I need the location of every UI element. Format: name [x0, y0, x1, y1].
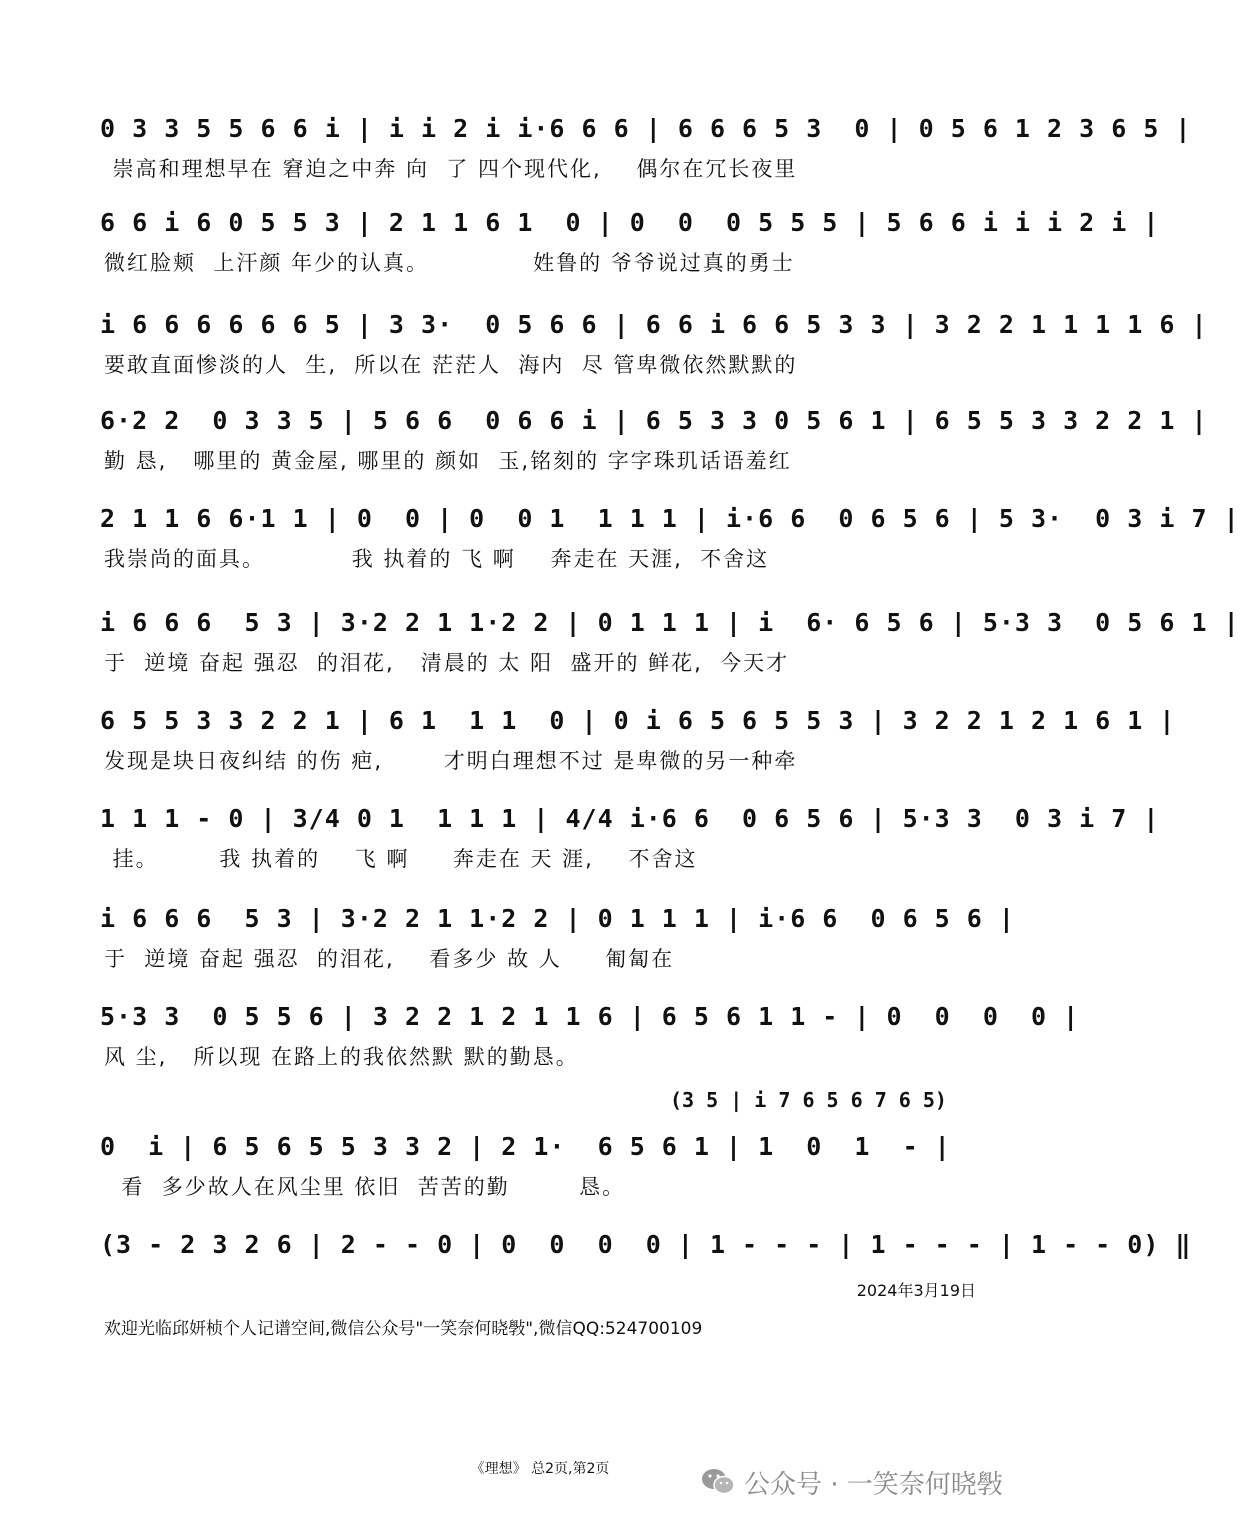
watermark [700, 1460, 1003, 1504]
score-line [100, 1222, 1192, 1302]
interlude-notation: (3 5 | i 7 6 5 6 7 6 5) [670, 1088, 947, 1112]
score-line [100, 398, 1208, 478]
score-line [100, 496, 1240, 576]
credit-text: 欢迎光临邱妍桢个人记谱空间,微信公众号"一笑奈何晓斅",微信QQ:524700109 [104, 1319, 703, 1339]
notation-line: 6 5 5 3 3 2 2 1 | 6 1 1 1 0 | 0 i 6 5 6 5 5 3 | 3 2 2 1 2 1 6 1 | [100, 705, 1176, 735]
notation-line: 5·3 3 0 5 5 6 | 3 2 2 1 2 1 1 6 | 6 5 6 1 1 - | 0 0 0 0 | [100, 1001, 1080, 1031]
score-line [100, 600, 1240, 680]
lyric-line [100, 1266, 980, 1302]
lyric-line: 微红脸颊 上汗颜 年少的认真。 姓鲁的 爷爷说过真的勇士 [104, 251, 795, 275]
score-line [100, 302, 1208, 382]
wechat-icon [700, 1467, 736, 1497]
notation-line: 2 1 1 6 6·1 1 | 0 0 | 0 0 1 1 1 1 | i·6 6 0 6 5 6 | 5 3· 0 3 i 7 | [100, 503, 1240, 533]
score-line [100, 200, 1160, 280]
score-line [100, 994, 1080, 1074]
notation-line: i 6 6 6 6 6 6 5 | 3 3· 0 5 6 6 | 6 6 i 6 6 5 3 3 | 3 2 2 1 1 1 1 6 | [100, 309, 1208, 339]
watermark-text: 公众号 · 一笑奈何晓斅 [744, 1469, 1003, 1500]
notation-line: 1 1 1 - 0 | 3/4 0 1 1 1 1 | 4/4 i·6 6 0 6 5 6 | 5·3 3 0 3 i 7 | [100, 803, 1160, 833]
notation-line: i 6 6 6 5 3 | 3·2 2 1 1·2 2 | 0 1 1 1 | i 6· 6 5 6 | 5·3 3 0 5 6 1 | [100, 607, 1240, 637]
lyric-line: 于 逆境 奋起 强忍 的泪花, 看多少 故 人 匍匐在 [104, 947, 675, 971]
lyric-line: 于 逆境 奋起 强忍 的泪花, 清晨的 太 阳 盛开的 鲜花, 今天才 [104, 651, 790, 675]
score-line [100, 1124, 980, 1204]
lyric-line: 发现是块日夜纠结 的伤 疤, 才明白理想不过 是卑微的另一种牵 [104, 749, 798, 773]
lyric-line: 我崇尚的面具。 我 执着的 飞 啊 奔走在 天涯, 不舍这 [104, 547, 770, 571]
notation-line: 0 i | 6 5 6 5 5 3 3 2 | 2 1· 6 5 6 1 | 1 0 1 - | [100, 1131, 951, 1161]
notation-line: 6 6 i 6 0 5 5 3 | 2 1 1 6 1 0 | 0 0 0 5 5 5 | 5 6 6 i i i 2 i | [100, 207, 1160, 237]
lyric-line: 挂。 我 执着的 飞 啊 奔走在 天 涯, 不舍这 [104, 847, 698, 871]
lyric-line: 看 多少故人在风尘里 依旧 苦苦的勤 恳。 [104, 1175, 626, 1199]
score-line [100, 698, 1176, 778]
score-line [100, 896, 1015, 976]
lyric-line: 风 尘, 所以现 在路上的我依然默 默的勤恳。 [104, 1045, 579, 1069]
score-line [100, 796, 1160, 876]
lyric-line: 勤 恳, 哪里的 黄金屋, 哪里的 颜如 玉,铭刻的 字字珠玑话语羞红 [104, 449, 792, 473]
notation-line: (3 - 2 3 2 6 | 2 - - 0 | 0 0 0 0 | 1 - - - | 1 - - - | 1 - - 0) ‖ [100, 1229, 1192, 1259]
score-line [100, 106, 1192, 186]
lyric-line: 要敢直面惨淡的人 生, 所以在 茫茫人 海内 尽 管卑微依然默默的 [104, 353, 798, 377]
lyric-line: 崇高和理想早在 窘迫之中奔 向 了 四个现代化, 偶尔在冗长夜里 [104, 157, 798, 181]
notation-line: 0 3 3 5 5 6 6 i | i i 2 i i·6 6 6 | 6 6 6 5 3 0 | 0 5 6 1 2 3 6 5 | [100, 113, 1192, 143]
page-footer: 《理想》 总2页,第2页 [470, 1461, 610, 1477]
notation-line: 6·2 2 0 3 3 5 | 5 6 6 0 6 6 i | 6 5 3 3 0 5 6 1 | 6 5 5 3 3 2 2 1 | [100, 405, 1208, 435]
notation-line: i 6 6 6 5 3 | 3·2 2 1 1·2 2 | 0 1 1 1 | i·6 6 0 6 5 6 | [100, 903, 1015, 933]
date-text: 2024年3月19日 [856, 1281, 976, 1300]
